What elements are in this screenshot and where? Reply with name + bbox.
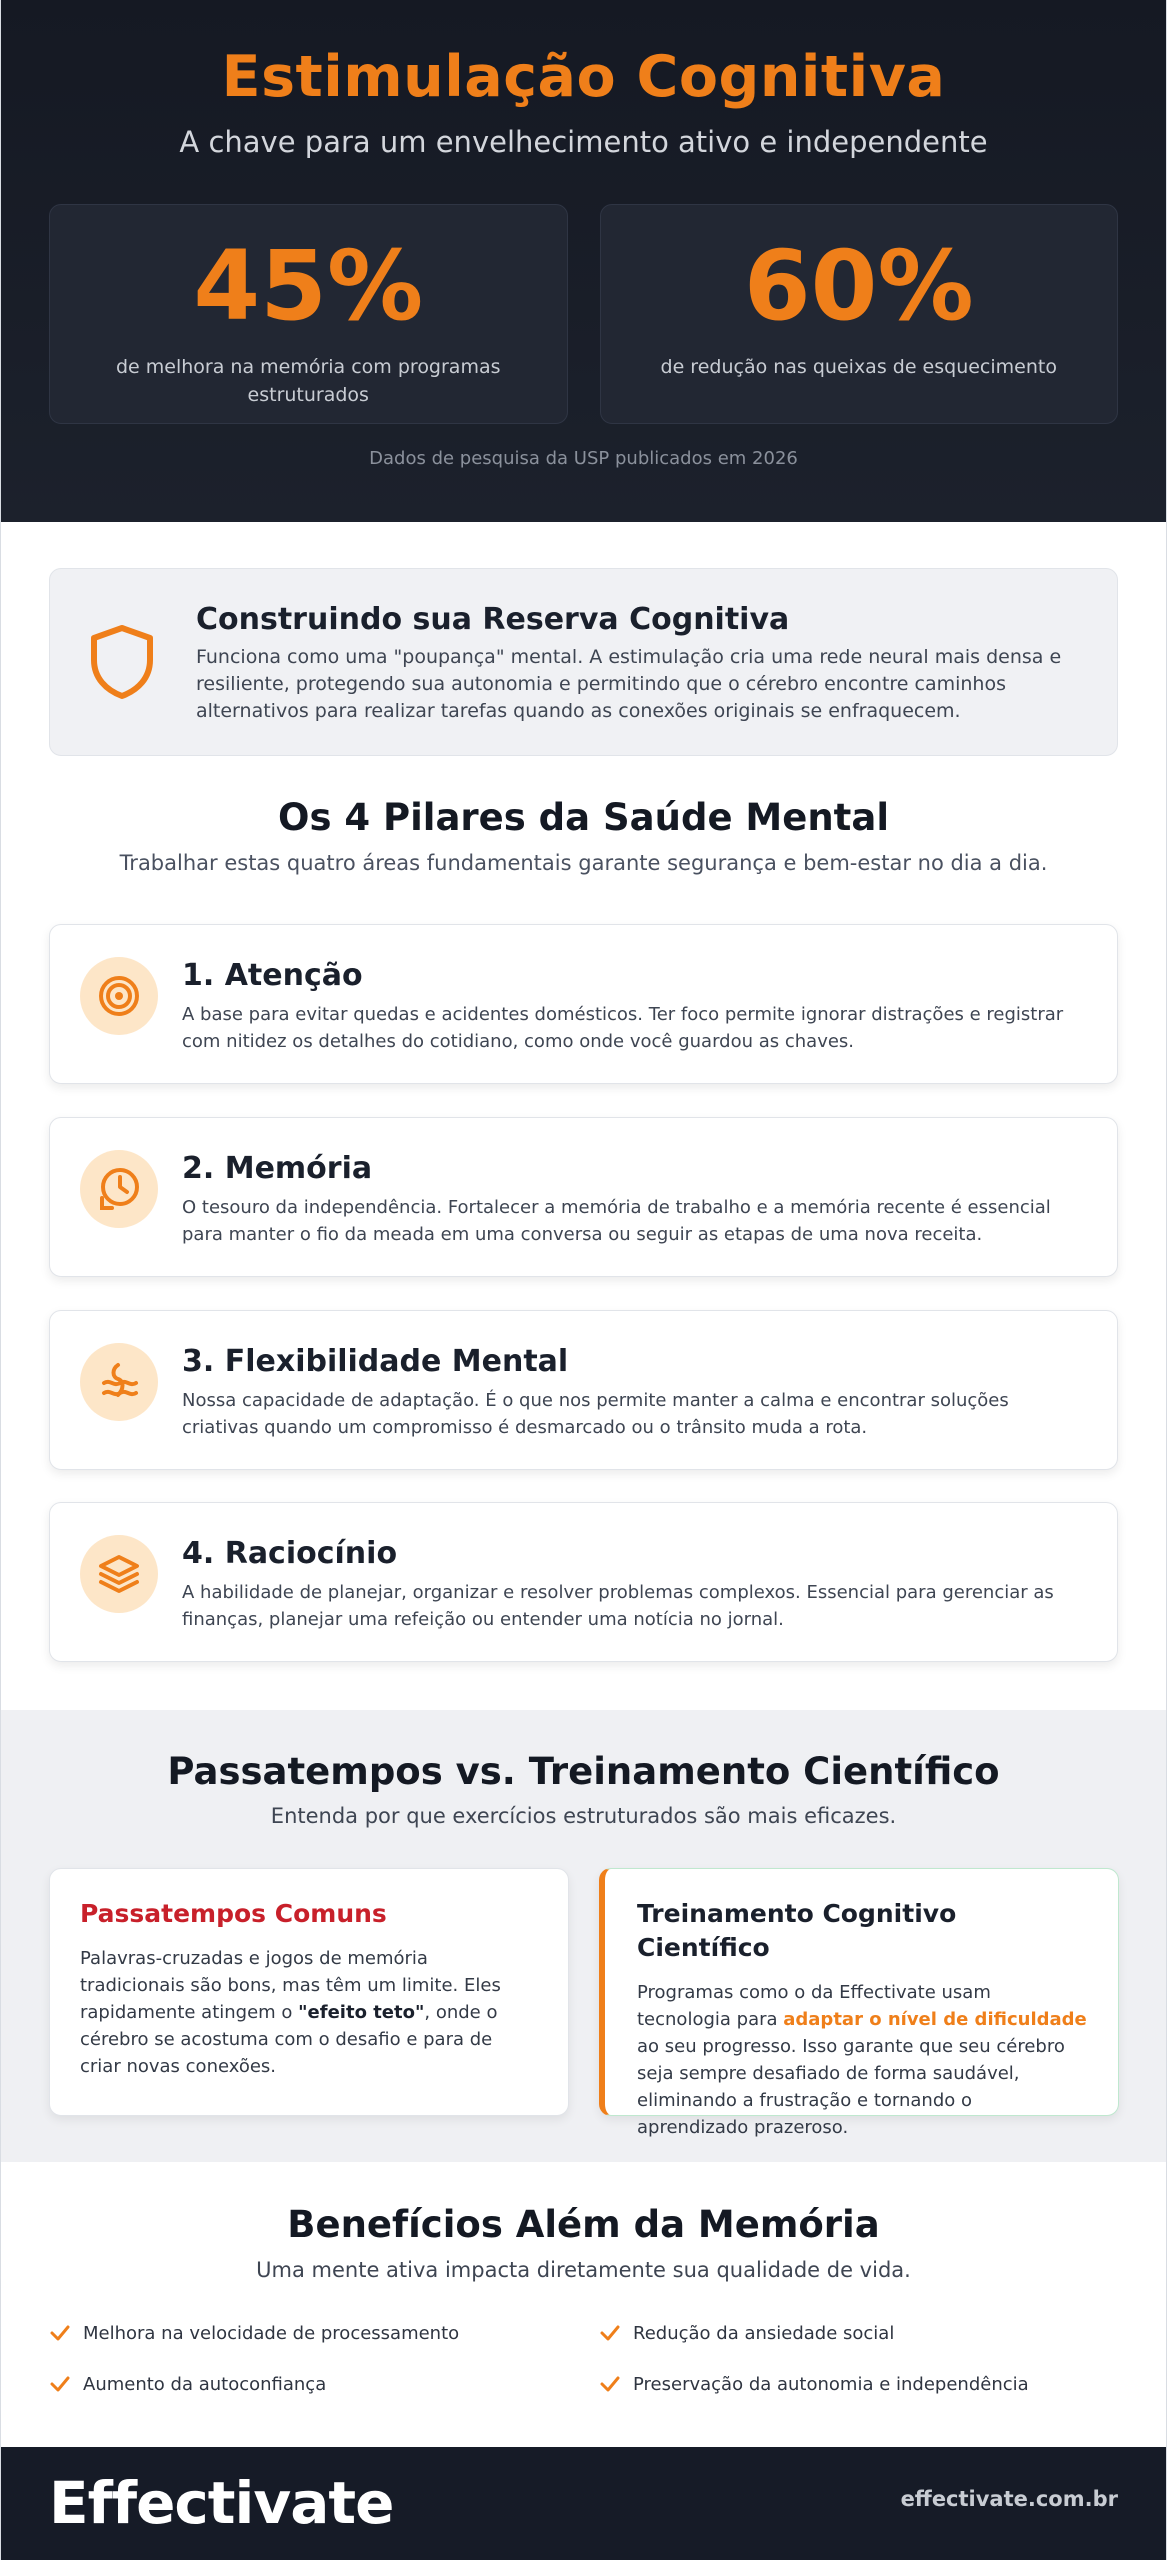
cognitive-reserve-card — [49, 568, 1118, 756]
pillar-title: 3. Flexibilidade Mental — [182, 1344, 569, 1379]
shield-icon — [86, 622, 158, 702]
compare-title-left: Passatempos Comuns — [80, 1899, 387, 1928]
hero-title: Estimulação Cognitiva — [221, 44, 946, 110]
benefit-label: Melhora na velocidade de processamento — [83, 2322, 460, 2344]
pillars-title: Os 4 Pilares da Saúde Mental — [277, 796, 890, 839]
flexibility-icon — [80, 1343, 158, 1421]
check-icon — [49, 2322, 71, 2344]
benefit-label: Redução da ansiedade social — [633, 2322, 895, 2344]
data-source-note: Dados de pesquisa da USP publicados em 2026 — [369, 448, 798, 469]
benefit-item — [49, 2373, 326, 2395]
pillar-content — [182, 1533, 1083, 1633]
stat-label: de redução nas queixas de esquecimento — [660, 356, 1057, 378]
compare-text-right: Programas como o da Effectivate usam tecnologia para adaptar o nível de dificuldade ao seu progresso. Isso garante que seu cérebro seja sempre desafiado de forma saudável, eliminando a frustração e tornando o aprendizado prazeroso. — [637, 1982, 1087, 2138]
stat-value: 45% — [193, 230, 424, 342]
stat-card-memory — [49, 204, 568, 424]
benefit-label: Aumento da autoconfiança — [83, 2373, 327, 2395]
pillars-subtitle: Trabalhar estas quatro áreas fundamentais garante segurança e bem-estar no dia a dia. — [119, 851, 1048, 875]
benefit-item — [49, 2322, 459, 2344]
pillar-content — [182, 955, 1083, 1055]
comparison-title: Passatempos vs. Treinamento Científico — [167, 1750, 1000, 1793]
comparison-subtitle: Entenda por que exercícios estruturados são mais eficazes. — [270, 1804, 897, 1828]
compare-text-left: Palavras-cruzadas e jogos de memória tradicionais são bons, mas têm um limite. Eles rapidamente atingem o "efeito teto", onde o cérebro se acostuma com o desafio e para de criar novas conexões. — [80, 1948, 501, 2077]
target-icon — [80, 957, 158, 1035]
benefit-item — [599, 2322, 894, 2344]
pillar-text: O tesouro da independência. Fortalecer a memória de trabalho e a memória recente é essencial para manter o fio da meada em uma conversa ou seguir as etapas de uma nova receita. — [182, 1197, 1051, 1245]
pillar-text: Nossa capacidade de adaptação. É o que nos permite manter a calma e encontrar soluções criativas quando um compromisso é desmarcado ou o trânsito muda a rota. — [182, 1390, 1009, 1438]
benefit-item — [599, 2373, 1029, 2395]
pillar-card-flexibility — [49, 1310, 1118, 1470]
check-icon — [599, 2373, 621, 2395]
check-icon — [599, 2322, 621, 2344]
pillar-title: 2. Memória — [182, 1151, 373, 1186]
effectivate-logo: Effectivate — [49, 2469, 394, 2537]
pillar-text: A habilidade de planejar, organizar e resolver problemas complexos. Essencial para gerenciar as finanças, planejar uma refeição ou entender uma notícia no jornal. — [182, 1582, 1054, 1630]
stat-card-forgetfulness — [600, 204, 1119, 424]
pillar-card-attention — [49, 924, 1118, 1084]
reserve-text: Funciona como uma "poupança" mental. A estimulação cria uma rede neural mais densa e resiliente, protegendo sua autonomia e permitindo que o cérebro encontre caminhos alternativos para realizar tarefas quando as conexões originais se enfraquecem. — [196, 645, 1062, 722]
pillar-card-memory — [49, 1117, 1118, 1277]
pillar-content — [182, 1148, 1083, 1248]
compare-title-right: Treinamento Cognitivo Científico — [637, 1899, 957, 1962]
hero-subtitle: A chave para um envelhecimento ativo e independente — [179, 125, 988, 159]
benefit-label: Preservação da autonomia e independência — [633, 2373, 1029, 2395]
hero-section — [1, 0, 1166, 522]
common-hobbies-card — [49, 1868, 569, 2116]
scientific-training-card — [599, 1868, 1119, 2138]
benefits-subtitle: Uma mente ativa impacta diretamente sua qualidade de vida. — [256, 2258, 911, 2282]
stats-row — [49, 204, 1118, 424]
reserve-content — [196, 600, 1079, 725]
layers-icon — [80, 1535, 158, 1613]
stat-value: 60% — [743, 230, 974, 342]
pillar-title: 1. Atenção — [182, 958, 363, 993]
reserve-title: Construindo sua Reserva Cognitiva — [196, 601, 790, 637]
pillar-card-reasoning — [49, 1502, 1118, 1662]
stat-label: de melhora na memória com programas estruturados — [115, 356, 501, 406]
pillar-content — [182, 1341, 1083, 1441]
check-icon — [49, 2373, 71, 2395]
pillar-title: 4. Raciocínio — [182, 1536, 398, 1571]
clock-icon — [80, 1150, 158, 1228]
website-link[interactable]: effectivate.com.br — [900, 2487, 1118, 2511]
footer — [1, 2447, 1166, 2560]
pillar-text: A base para evitar quedas e acidentes domésticos. Ter foco permite ignorar distrações e registrar com nitidez os detalhes do cotidiano, como onde você guardou as chaves. — [182, 1004, 1064, 1052]
benefits-title: Benefícios Além da Memória — [287, 2203, 880, 2246]
